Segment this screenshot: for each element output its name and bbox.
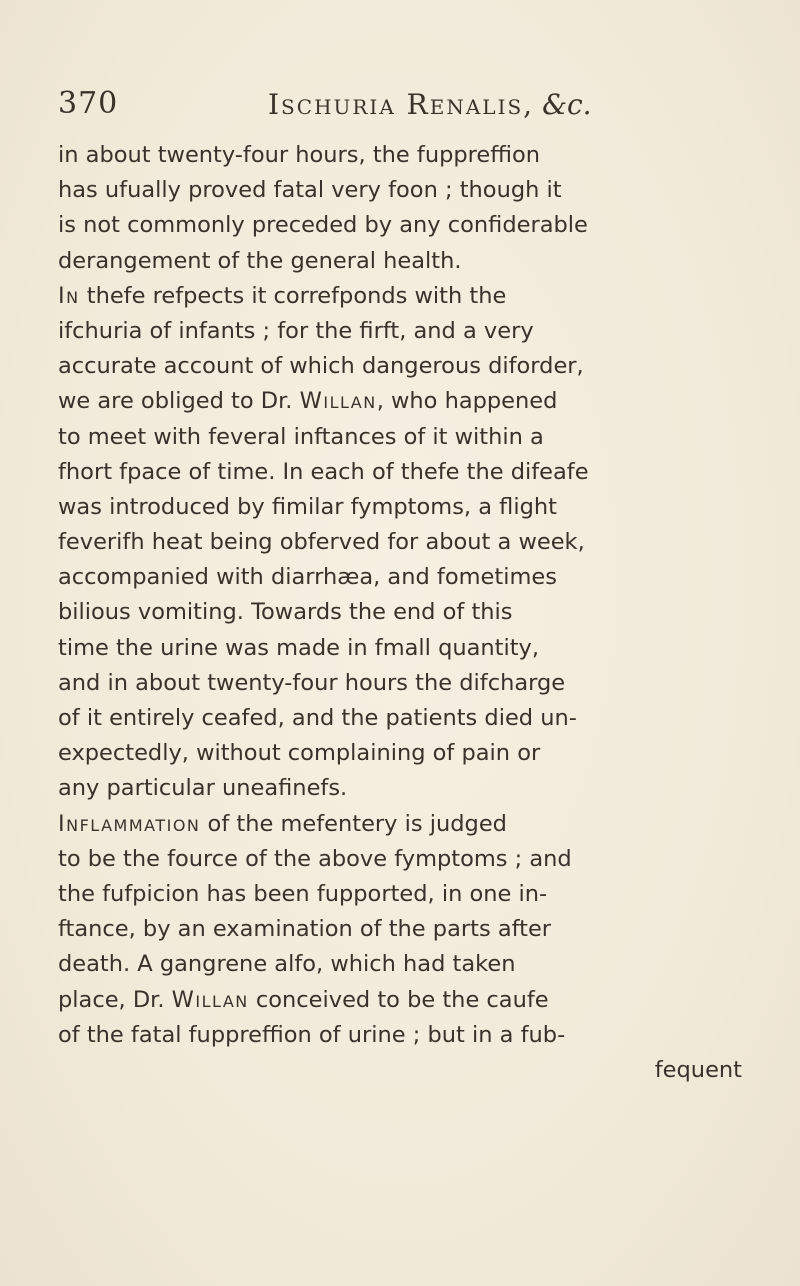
page-header	[58, 80, 758, 124]
text-line: feverifh heat being obferved for about a week,	[58, 529, 585, 556]
paragraph-lead-word: In	[58, 282, 80, 309]
text-line: expectedly, without complaining of pain or	[58, 740, 541, 767]
text-line: accompanied with diarrhæa, and fometimes	[58, 564, 557, 591]
text-line: accurate account of which dangerous diforder,	[58, 353, 584, 380]
text-run: of the mefentery is judged	[200, 810, 507, 837]
text-line	[58, 807, 778, 842]
text-run: , who happened	[376, 388, 558, 415]
text-line: has ufually proved fatal very foon ; though it	[58, 177, 562, 204]
text-line: to meet with feveral inftances of it within a	[58, 423, 544, 450]
text-line: was introduced by fimilar fymptoms, a flight	[58, 493, 557, 520]
text-line: of the fatal fuppreffion of urine ; but in a fub-	[58, 1021, 566, 1048]
running-head-etc: &c.	[542, 88, 592, 121]
text-line: derangement of the general health.	[58, 247, 462, 274]
text-line: is not commonly preceded by any confiderable	[58, 212, 588, 239]
text-line: bilious vomiting. Towards the end of this	[58, 599, 513, 626]
text-line: any particular uneafinefs.	[58, 775, 348, 802]
text-line: in about twenty-four hours, the fuppreffion	[58, 142, 541, 168]
text-line: the fufpicion has been fupported, in one in-	[58, 880, 548, 907]
paragraph-lead-word: Inflammation	[58, 810, 201, 837]
text-line	[58, 983, 778, 1018]
text-line: death. A gangrene alfo, which had taken	[58, 951, 516, 978]
text-line: fhort fpace of time. In each of thefe the difeafe	[58, 458, 589, 485]
text-run: we are obliged to Dr.	[58, 388, 300, 415]
text-line: time the urine was made in fmall quantity,	[58, 634, 540, 661]
running-head	[268, 88, 592, 121]
running-head-title: Ischuria Renalis,	[268, 88, 535, 121]
catchword: fequent	[654, 1056, 742, 1083]
text-line	[58, 384, 778, 419]
text-line: of it entirely ceafed, and the patients died un-	[58, 705, 577, 731]
text-line: to be the fource of the above fymptoms ; and	[58, 845, 572, 872]
page-number: 370	[58, 86, 119, 121]
text-line: ftance, by an examination of the parts after	[58, 916, 552, 943]
person-name: Willan	[299, 388, 377, 415]
text-line: ifchuria of infants ; for the firft, and a very	[58, 317, 534, 344]
text-run: conceived to be the caufe	[248, 986, 549, 1013]
text-line: and in about twenty-four hours the difcharge	[58, 669, 566, 696]
text-line	[58, 279, 778, 314]
body-text	[58, 138, 778, 1088]
person-name: Willan	[171, 986, 249, 1013]
text-run: thefe refpects it correfponds with the	[79, 282, 507, 309]
text-run: place, Dr.	[58, 986, 172, 1013]
